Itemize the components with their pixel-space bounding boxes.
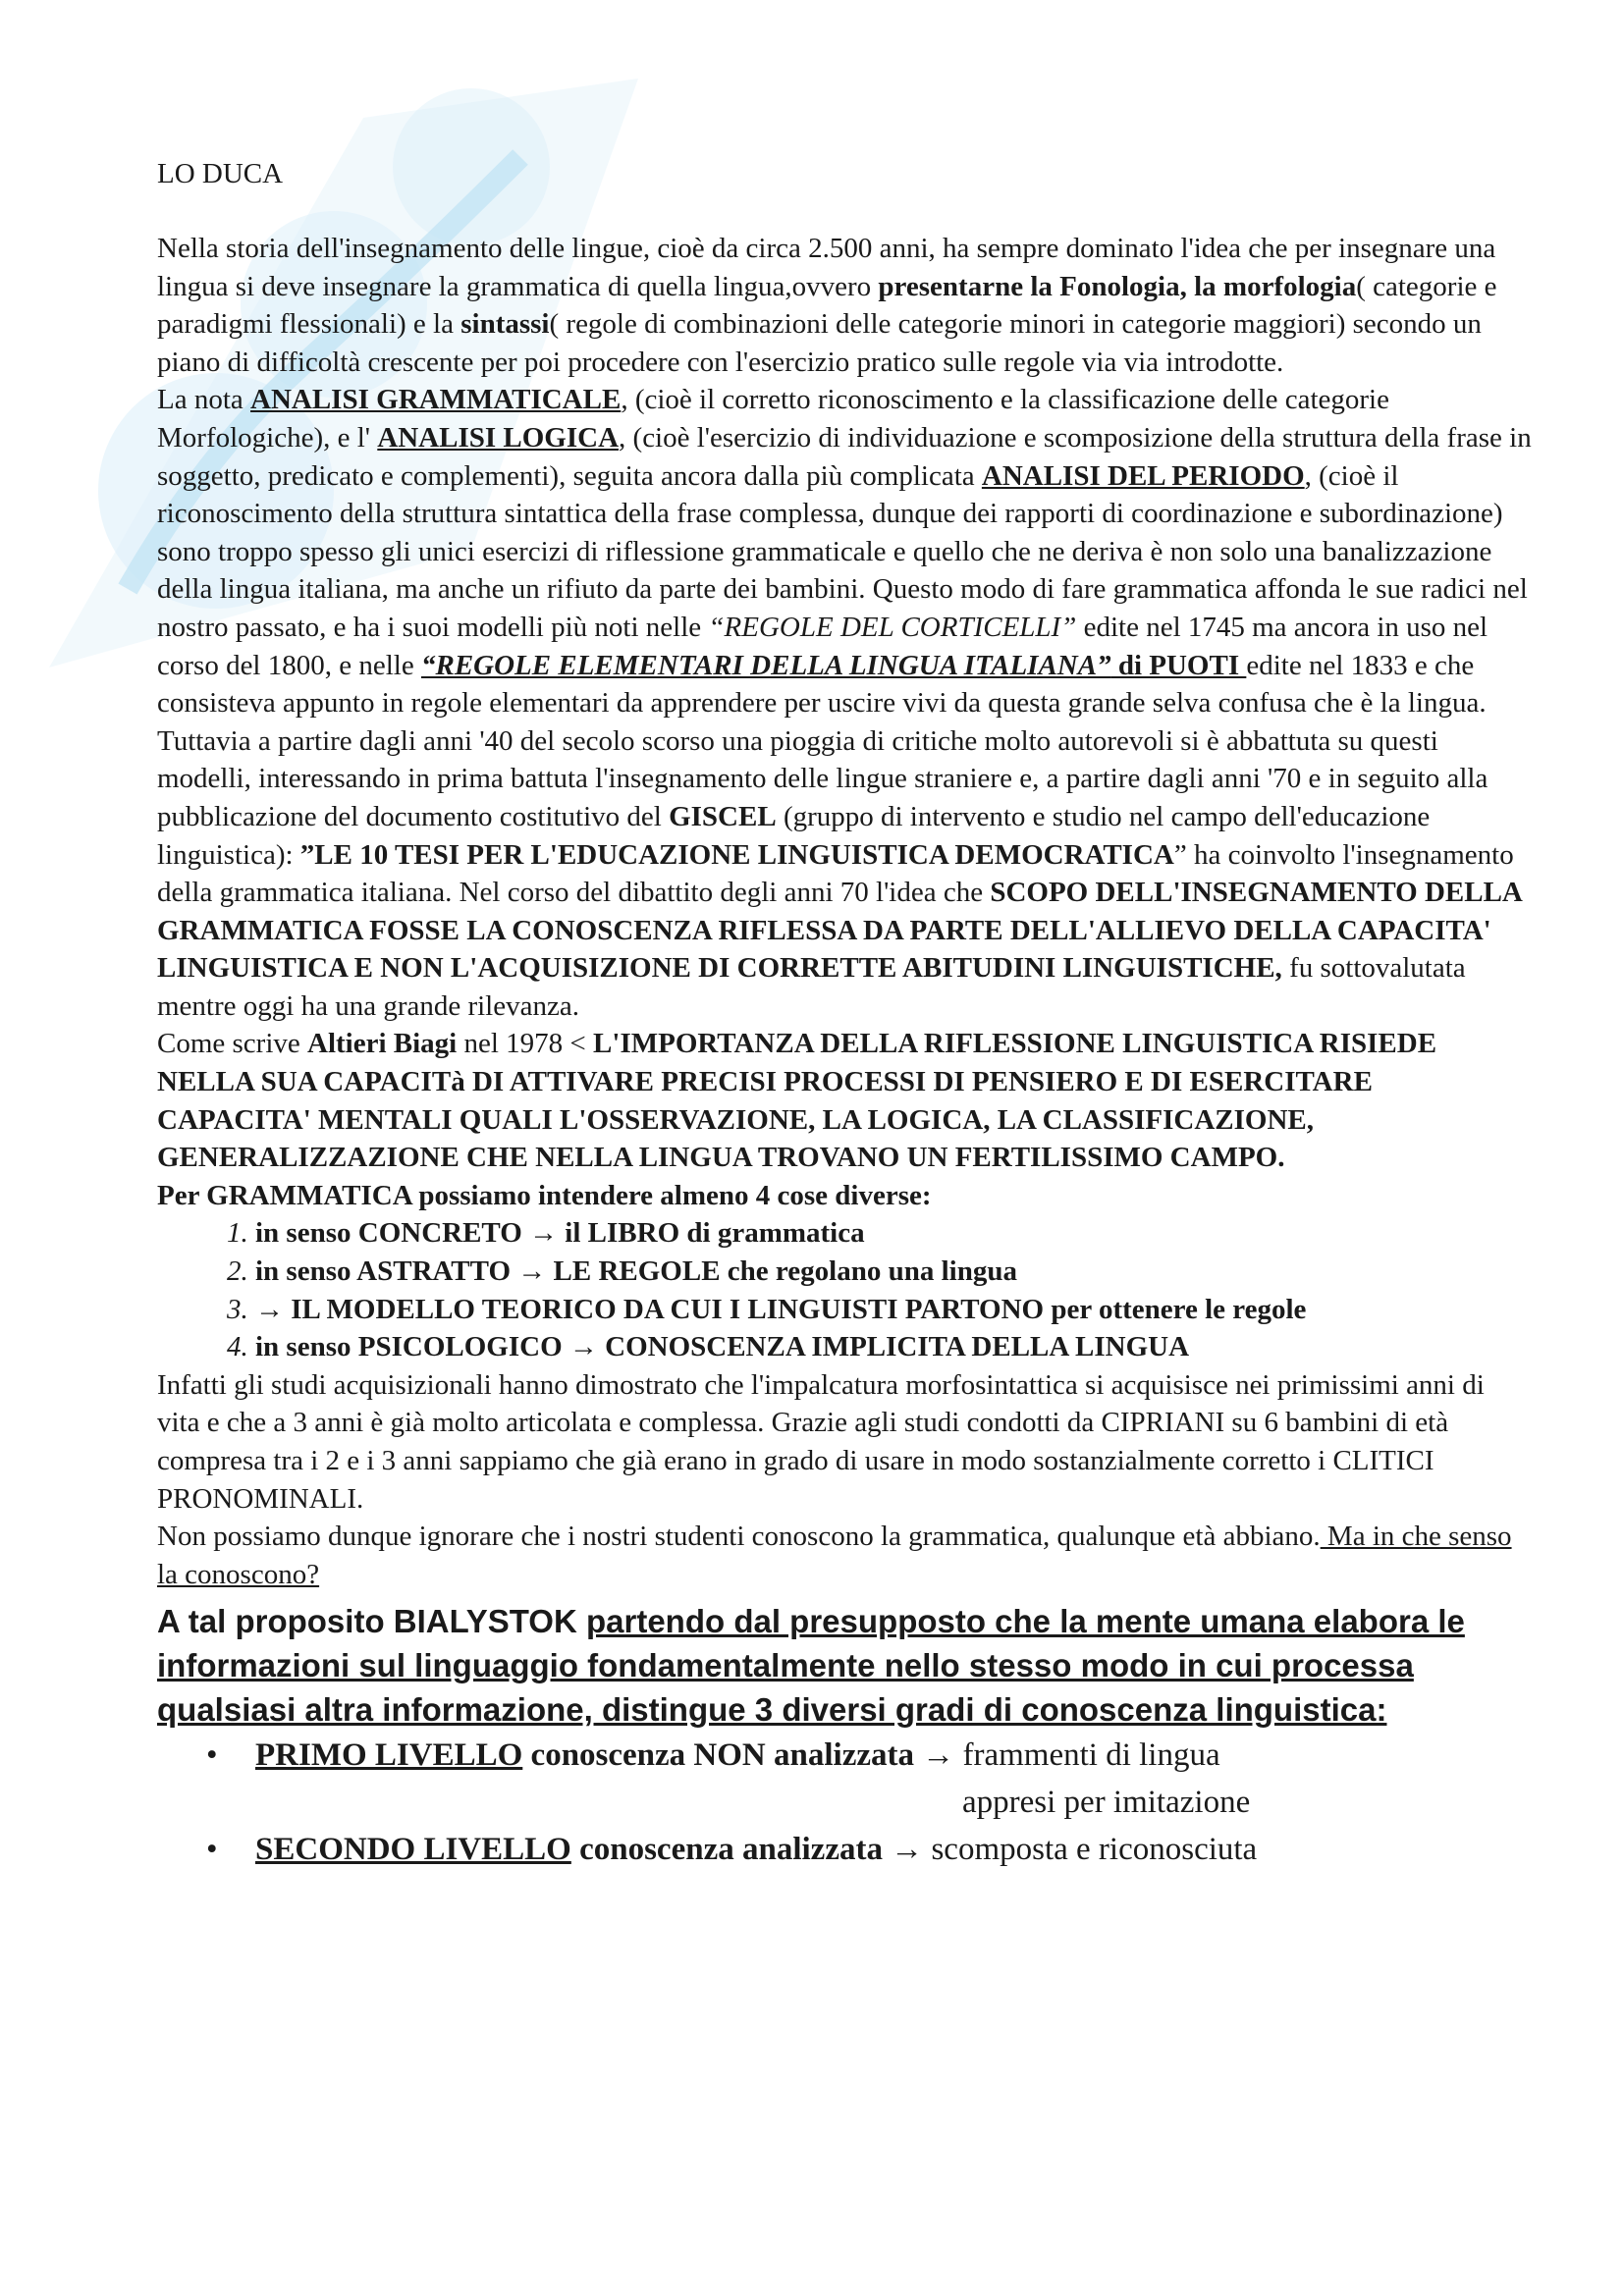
text-run: La nota <box>157 384 251 416</box>
paragraph-altieri-biagi <box>157 1025 1532 1176</box>
paragraph-acquisizione <box>157 1366 1532 1594</box>
paragraph-bialystok <box>157 1599 1532 1732</box>
level-title: conoscenza NON analizzata <box>522 1737 914 1774</box>
bold-underline-run: di PUOTI <box>1110 649 1247 681</box>
text-run: (gruppo di intervento e studio nel campo dell'educazione linguistica): <box>157 800 1431 871</box>
bullet-icon: • <box>206 1832 218 1868</box>
paragraph-giscel <box>157 722 1532 1026</box>
bold-run: Altieri Biagi <box>307 1028 458 1060</box>
bullet-icon: • <box>206 1737 218 1774</box>
level-description-continuation: appresi per imitazione <box>962 1785 1251 1821</box>
text-run: Tuttavia a partire dagli anni '40 del secolo scorso una pioggia di critiche molto autorevoli si è abbattuta su questi modelli, interessando in prima battuta l'insegnamento delle lingue straniere e, a partire dagli anni '70 e in seguito alla pubblicazione del documento costitutivo del <box>157 724 1488 832</box>
text-run: , (cioè il riconoscimento della struttura sintattica della frase complessa, dunque dei rapporti di coordinazione e subordinazione) sono troppo spesso gli unici esercizi di riflessione grammaticale e quello che ne deriva è non solo una banalizzazione della lingua italiana, ma anche un rifiuto da parte dei bambini. Questo modo di fare grammatica affonda le sue radici nel nostro passato, e ha i suoi modelli più noti nelle <box>157 459 1528 643</box>
text-run: A tal proposito BIALYSTOK <box>157 1603 586 1640</box>
list-item: 1. in senso CONCRETO → il LIBRO di grammatica <box>255 1214 1532 1253</box>
bold-run: L'IMPORTANZA DELLA RIFLESSIONE LINGUISTICA RISIEDE NELLA SUA CAPACITà DI ATTIVARE PRECISI PROCESSI DI PENSIERO E DI ESERCITARE CAPACITA' MENTALI QUALI L'OSSERVAZIONE, LA LOGICA, LA CLASSIFICAZIONE, GENERALIZZAZIONE CHE NELLA LINGUA TROVANO UN FERTILISSIMO CAMPO. <box>157 1028 1437 1174</box>
paragraph-intro <box>157 230 1532 381</box>
text-run: Nella storia dell'insegnamento delle lingue, cioè da circa 2.500 anni, ha sempre dominato l'idea che per insegnare una lingua si deve insegnare la grammatica di quella lingua,ovvero <box>157 233 1496 302</box>
arrow-icon: → <box>882 1832 932 1868</box>
list-item <box>206 1732 1532 1826</box>
bold-underline-run: ANALISI DEL PERIODO <box>981 459 1305 492</box>
text-run: edite nel 1745 ma ancora in uso nel corso del 1800, e nelle <box>157 611 1488 681</box>
level-label: PRIMO LIVELLO <box>255 1737 523 1774</box>
document-page <box>157 155 1532 1873</box>
text-run: Non possiamo dunque ignorare che i nostri studenti conoscono la grammatica, qualunque età abbiano. <box>157 1521 1321 1553</box>
paragraph-analisi <box>157 381 1532 721</box>
level-title: conoscenza analizzata <box>570 1832 883 1868</box>
knowledge-levels-list <box>157 1732 1532 1873</box>
text-run: Come scrive <box>157 1028 308 1060</box>
level-description: scomposta e riconosciuta <box>931 1832 1258 1868</box>
bold-run: ”LE 10 TESI PER L'EDUCAZIONE LINGUISTICA DEMOCRATICA <box>299 838 1174 871</box>
grammatica-definition-heading: Per GRAMMATICA possiamo intendere almeno 4 cose diverse: <box>157 1179 932 1211</box>
list-item <box>206 1826 1532 1873</box>
underline-run: Ma in che senso la conoscono? <box>157 1521 1512 1590</box>
text-run: edite nel 1833 e che consisteva appunto in regole elementari da apprendere per uscire vivi da questa grande selva confusa che è la lingua. <box>157 649 1487 720</box>
level-label: SECONDO LIVELLO <box>255 1832 571 1868</box>
arrow-icon: → <box>914 1737 963 1774</box>
text-run: fu sottovalutata mentre oggi ha una grande rilevanza. <box>157 952 1466 1022</box>
bold-run: sintassi <box>460 308 550 341</box>
grammatica-meanings-list <box>157 1214 1532 1365</box>
bold-run: presentarne la Fonologia, la morfologia <box>878 270 1357 302</box>
bold-run: SCOPO DELL'INSEGNAMENTO DELLA GRAMMATICA FOSSE LA CONOSCENZA RIFLESSA DA PARTE DELL'ALLIEVO DELLA CAPACITA' LINGUISTICA E NON L'ACQUISIZIONE DI CORRETTE ABITUDINI LINGUISTICHE, <box>157 877 1522 985</box>
bold-italic-underline-run: “REGOLE ELEMENTARI DELLA LINGUA ITALIANA” <box>420 649 1111 681</box>
level-description: frammenti di lingua <box>962 1737 1220 1774</box>
text-run: ( regole di combinazioni delle categorie minori in categorie maggiori) secondo un piano di difficoltà crescente per poi procedere con l'esercizio pratico sulle regole via via introdotte. <box>157 308 1482 378</box>
bold-run: GISCEL <box>669 800 777 832</box>
bold-underline-run: ANALISI GRAMMATICALE <box>250 384 622 416</box>
text-run: , (cioè l'esercizio di individuazione e scomposizione della struttura della frase in soggetto, predicato e complementi), seguita ancora dalla più complicata <box>157 421 1532 492</box>
text-run: , (cioè il corretto riconoscimento e la classificazione delle categorie Morfologiche), e l' <box>157 384 1389 454</box>
text-run: ( categorie e paradigmi flessionali) e la <box>157 270 1497 341</box>
list-item: 3. → IL MODELLO TEORICO DA CUI I LINGUISTI PARTONO per ottenere le regole <box>255 1291 1532 1329</box>
list-item: 4. in senso PSICOLOGICO → CONOSCENZA IMPLICITA DELLA LINGUA <box>255 1328 1532 1366</box>
list-item: 2. in senso ASTRATTO → LE REGOLE che regolano una lingua <box>255 1253 1532 1291</box>
underline-run: partendo dal presupposto che la mente umana elabora le informazioni sul linguaggio fondamentalmente nello stesso modo in cui processa qualsiasi altra informazione, distingue 3 diversi gradi di conoscenza linguistica: <box>157 1603 1465 1729</box>
document-title: LO DUCA <box>157 158 284 189</box>
italic-run: “REGOLE DEL CORTICELLI” <box>708 611 1077 643</box>
text-run: Infatti gli studi acquisizionali hanno dimostrato che l'impalcatura morfosintattica si acquisisce nei primissimi anni di vita e che a 3 anni è già molto articolata e complessa. Grazie agli studi condotti da CIPRIANI su 6 bambini di età compresa tra i 2 e i 3 anni sappiamo che già erano in grado di usare in modo sostanzialmente corretto i CLITICI PRONOMINALI. <box>157 1368 1485 1515</box>
text-run: nel 1978 < <box>457 1028 594 1060</box>
text-run: ” ha coinvolto l'insegnamento della grammatica italiana. Nel corso del dibattito degli anni 70 l'idea che <box>157 838 1514 909</box>
bold-underline-run: ANALISI LOGICA <box>377 421 620 454</box>
